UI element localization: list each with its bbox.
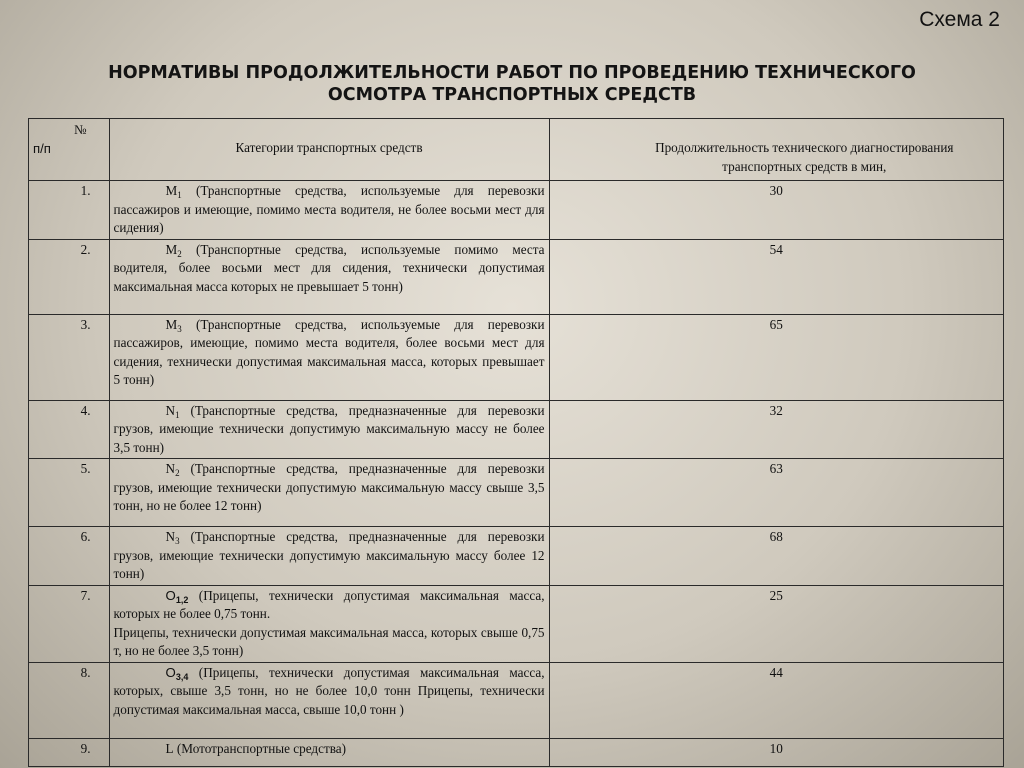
- norms-table: [28, 118, 1004, 767]
- row-category: [109, 181, 549, 240]
- row-number: 1.: [29, 181, 110, 240]
- row-number: 5.: [29, 459, 110, 527]
- table-row: [29, 527, 1004, 586]
- category-code: N: [165, 529, 176, 544]
- category-subscript: 2: [177, 248, 182, 259]
- category-subscript: 3: [175, 536, 180, 546]
- row-duration: 65: [549, 314, 1003, 400]
- category-subscript: 1: [177, 190, 182, 200]
- row-category: [109, 585, 549, 662]
- category-description: (Транспортные средства, используемые для перевозки пассажиров, имеющие, помимо места водителя, более восьми мест для сидения, технически допустимая максимальная масса, которых превышает 5 тонн): [113, 316, 545, 387]
- row-duration: 54: [549, 239, 1003, 314]
- header-duration-cell: [549, 119, 1003, 181]
- row-category: [109, 738, 549, 766]
- table-row: [29, 239, 1004, 314]
- category-code: M: [165, 183, 178, 198]
- category-description: (Прицепы, технически допустимая максимальная масса, которых, свыше 3,5 тонн, но не более 10,0 тонн Прицепы, технически допустимая максимальная масса, свыше 10,0 тонн ): [113, 664, 545, 717]
- row-number: 4.: [29, 400, 110, 459]
- row-number: 7.: [29, 585, 110, 662]
- row-duration: 10: [549, 738, 1003, 766]
- category-code: O: [165, 587, 176, 603]
- table-row: [29, 738, 1004, 766]
- row-category: [109, 662, 549, 738]
- category-description: (Транспортные средства, используемые для перевозки пассажиров и имеющие, помимо места водителя, не более восьми мест для сидения): [113, 183, 545, 235]
- table-row: [29, 181, 1004, 240]
- row-duration: 30: [549, 181, 1003, 240]
- header-num-pp: п/п: [33, 140, 51, 156]
- category-description: (Транспортные средства, предназначенные для перевозки грузов, имеющие технически допустимую максимальную массу более 12 тонн): [113, 529, 545, 581]
- category-description-extra: Прицепы, технически допустимая максимальная масса, которых свыше 0,75 т, но не более 3,5 тонн): [113, 624, 545, 658]
- row-duration: 68: [549, 527, 1003, 586]
- category-code: N: [165, 402, 176, 418]
- row-number: 2.: [29, 239, 110, 314]
- category-code: O: [165, 664, 176, 680]
- row-category: [109, 314, 549, 400]
- header-categories: Категории транспортных средств: [235, 140, 423, 155]
- category-code: L: [165, 740, 174, 756]
- row-duration: 44: [549, 662, 1003, 738]
- table-row: [29, 314, 1004, 400]
- category-subscript: 3,4: [175, 671, 189, 682]
- row-number: 6.: [29, 527, 110, 586]
- header-duration-line-2: транспортных средств в мин,: [722, 158, 887, 174]
- category-description: (Транспортные средства, используемые помимо места водителя, более восьми мест для сидения, технически допустимая максимальная масса которых не превышает 5 тонн): [113, 241, 545, 294]
- table-row: [29, 662, 1004, 738]
- category-subscript: 1,2: [175, 594, 189, 605]
- title-line-1: НОРМАТИВЫ ПРОДОЛЖИТЕЛЬНОСТИ РАБОТ ПО ПРОВЕДЕНИЮ ТЕХНИЧЕСКОГО: [108, 63, 916, 83]
- row-number: 3.: [29, 314, 110, 400]
- row-category: [109, 400, 549, 459]
- category-description: (Мототранспортные средства): [173, 740, 347, 756]
- table-header-row: [29, 119, 1004, 181]
- row-category: [109, 459, 549, 527]
- category-description: (Транспортные средства, предназначенные для перевозки грузов, имеющие технически допустимую максимальную массу не более 3,5 тонн): [113, 402, 545, 455]
- row-number: 9.: [29, 738, 110, 766]
- category-code: M: [165, 316, 178, 332]
- header-categories-cell: [109, 119, 549, 181]
- row-category: [109, 239, 549, 314]
- category-code: N: [165, 461, 176, 476]
- category-subscript: 3: [177, 323, 182, 334]
- table-row: [29, 585, 1004, 662]
- title-line-2: ОСМОТРА ТРАНСПОРТНЫХ СРЕДСТВ: [327, 85, 697, 105]
- category-description: (Транспортные средства, предназначенные для перевозки грузов, имеющие технически допустимую максимальную массу свыше 3,5 тонн, но не более 12 тонн): [113, 461, 545, 513]
- category-subscript: 1: [175, 409, 180, 420]
- category-code: M: [165, 241, 178, 257]
- page-title: [0, 62, 1024, 106]
- row-duration: 32: [549, 400, 1003, 459]
- row-category: [109, 527, 549, 586]
- header-num-symbol: №: [73, 122, 87, 137]
- header-number-cell: [29, 119, 110, 181]
- category-description: (Прицепы, технически допустимая максимальная масса, которых не более 0,75 тонн.: [113, 587, 545, 621]
- header-duration-line-1: Продолжительность технического диагностирования: [655, 140, 954, 155]
- category-subscript: 2: [175, 468, 180, 478]
- table-row: [29, 459, 1004, 527]
- row-duration: 25: [549, 585, 1003, 662]
- schema-label: Схема 2: [919, 8, 1000, 31]
- row-duration: 63: [549, 459, 1003, 527]
- table-row: [29, 400, 1004, 459]
- row-number: 8.: [29, 662, 110, 738]
